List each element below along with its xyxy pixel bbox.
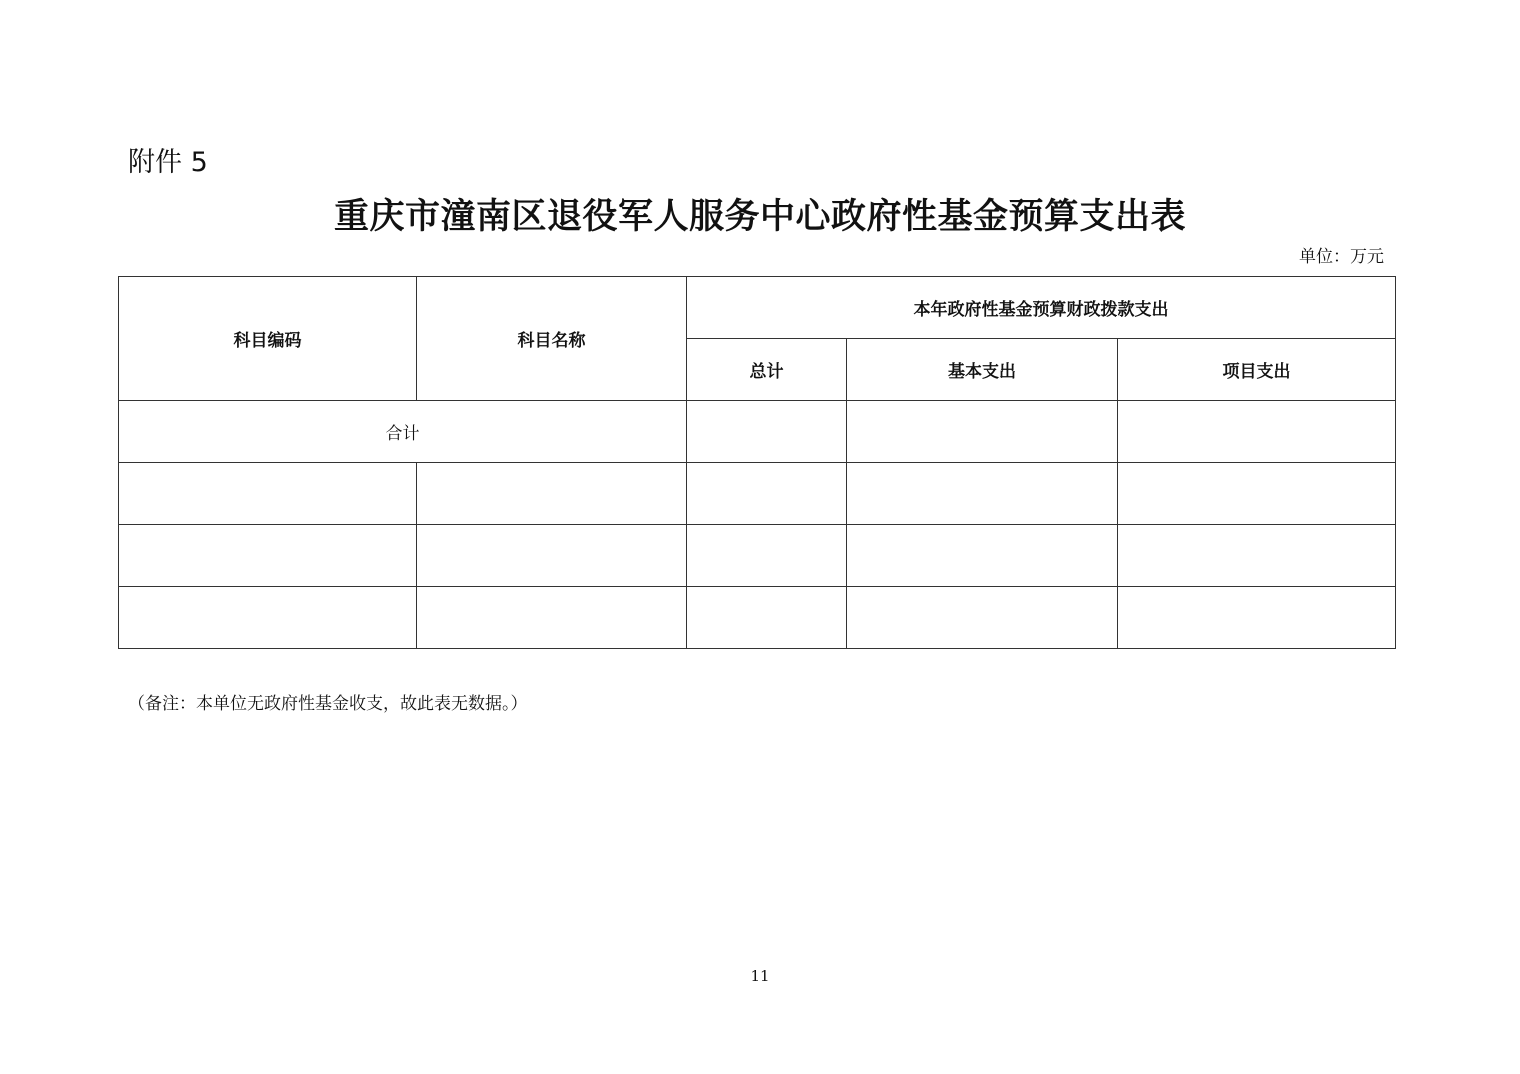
- page-number: 11: [750, 967, 770, 985]
- header-subject-name: 科目名称: [417, 277, 687, 401]
- total-row-total: [687, 401, 847, 463]
- total-row-project: [1118, 401, 1396, 463]
- table-row: [119, 463, 1396, 525]
- attachment-label: 附件 5: [128, 147, 208, 178]
- cell-name: [417, 525, 687, 587]
- cell-basic: [847, 525, 1118, 587]
- cell-name: [417, 463, 687, 525]
- total-row-basic: [847, 401, 1118, 463]
- cell-total: [687, 587, 847, 649]
- cell-project: [1118, 587, 1396, 649]
- cell-total: [687, 463, 847, 525]
- header-project-expenditure: 项目支出: [1118, 339, 1396, 401]
- page-title: 重庆市潼南区退役军人服务中心政府性基金预算支出表: [333, 196, 1186, 237]
- total-row-label: 合计: [119, 401, 687, 463]
- budget-table: [118, 276, 1396, 649]
- footnote: （备注：本单位无政府性基金收支，故此表无数据。）: [128, 694, 528, 714]
- cell-code: [119, 587, 417, 649]
- cell-project: [1118, 463, 1396, 525]
- table-row: [119, 587, 1396, 649]
- header-fund-expenditure-group: 本年政府性基金预算财政拨款支出: [687, 277, 1396, 339]
- header-row: [119, 277, 1396, 339]
- cell-total: [687, 525, 847, 587]
- cell-code: [119, 525, 417, 587]
- header-total: 总计: [687, 339, 847, 401]
- cell-basic: [847, 463, 1118, 525]
- cell-basic: [847, 587, 1118, 649]
- cell-name: [417, 587, 687, 649]
- total-row: [119, 401, 1396, 463]
- header-basic-expenditure: 基本支出: [847, 339, 1118, 401]
- cell-project: [1118, 525, 1396, 587]
- table-row: [119, 525, 1396, 587]
- cell-code: [119, 463, 417, 525]
- header-subject-code: 科目编码: [119, 277, 417, 401]
- unit-label: 单位：万元: [1299, 247, 1384, 267]
